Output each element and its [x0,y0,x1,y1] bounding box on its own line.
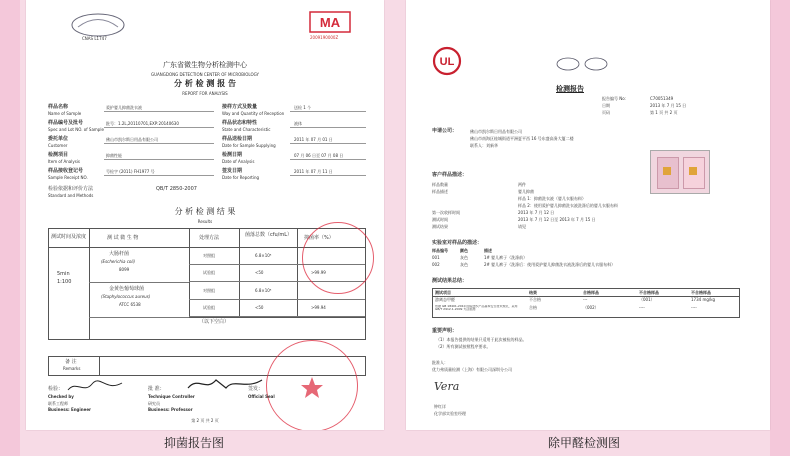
field-label-2-en: Date for Reporting [222,175,260,180]
applicant-line: 佛山市南海区桂城街道平洲夏平西 16 号东盛高务大厦二楼 [470,136,574,141]
ul-report-title: 检测报告 [556,85,584,93]
field-underline-2 [290,175,366,176]
client-key: 测试结果 [432,224,448,229]
cnas-logo-right [584,56,608,70]
client-key: 第一次收样时间 [432,210,460,215]
field-label-2-en: State and Characteristic [222,127,271,132]
field-label: 样品名称 [48,104,69,110]
client-value: 样品 2：使用爱护婴儿抑菌洗衣液洗涤后的婴儿衣服布料 [518,203,618,208]
field-label-2: 检测日期 [222,152,243,158]
basis-value: QB/T 2850-2007 [156,186,197,192]
signer-line: 钟红详 [434,404,446,409]
lab-id: 001 [432,255,440,260]
results-title-en: Results [197,219,213,224]
official-stamp-results [302,222,374,294]
client-value: 婴儿抑菌 [518,189,534,194]
signature-role-en: Technique Controller [148,394,195,399]
cnas-logo [68,12,128,40]
field-underline-2 [290,159,366,160]
product-photo [650,150,710,194]
field-label: 检测项目 [48,152,69,158]
result-header: 合格样品 [583,290,599,295]
th-method: 处理方法 [199,235,220,241]
result-fail-2: ---- [691,305,697,310]
treatment-method: 试验组 [203,270,215,275]
field-label-en: Sample Receipt NO. [48,175,88,180]
basis-label: 检验依据和评价方法 [48,186,94,192]
microbe-divider [89,282,189,283]
lab-color: 灰色 [460,262,468,267]
result-header: 不合格样品 [639,290,659,295]
field-value-2: 液体 [294,121,302,126]
client-desc-label: 客户样品描述： [432,172,468,178]
center-title: 广东省微生物分析检测中心 [163,61,247,69]
result-item: 游离态甲醛 [435,297,455,302]
report-title: 分 析 检 测 报 告 [174,79,236,88]
client-value: 2013 年 7 月 12 日 [518,210,555,215]
field-underline [104,143,214,144]
signature-title-en: Business: Engineer [48,407,92,412]
client-value: 2013 年 7 月 12 日至 2013 年 7 月 15 日 [518,217,596,222]
microbe-latin: (Escherichia coli) [101,259,136,264]
caption-right: 除甲醛检测图 [548,436,621,450]
center-title-en: GUANGDONG DETECTION CENTER OF MICROBIOLOGY [151,72,259,77]
field-label: 样品编号及批号 [48,120,84,126]
signature-title-en: Business: Professor [148,407,193,412]
field-label-2: 样品状态和特性 [222,120,258,126]
field-label-en: Item of Analysis [48,159,80,164]
caption-left: 抑菌报告图 [164,436,225,450]
microbe-name: 金黄色葡萄球菌 [109,286,145,292]
signature-role-en: Official Seal [248,394,275,399]
field-label-2: 接样方式及数量 [222,104,258,110]
th-count: 菌落总数（cfu/mL） [245,232,293,238]
cma-code: 2009190000Z [310,35,339,40]
client-value: 两件 [518,182,526,187]
field-value: 爱护婴儿抑菌洗衣液 [106,105,142,110]
field-value-2: 2011 年 07 月 11 日 [294,169,333,174]
result-header: 测试项目 [435,290,451,295]
client-key: 样品数量 [432,182,448,187]
field-value-2: 07 月 06 日至 07 月 08 日 [294,153,344,158]
remarks-label: 备 注 [65,359,77,365]
stamp-star-icon [267,341,357,430]
inhibition-rate: >99.99 [311,270,326,275]
lab-desc: 2# 婴儿裤子（洗涤后：使用爱护婴儿抑菌洗衣液洗涤后的婴儿衣服布料） [484,262,616,267]
field-underline [104,175,214,176]
microbe-strain: 8099 [119,267,130,272]
field-label: 样品接收登记号 [48,168,84,174]
meta-value: C70051349 [650,96,674,101]
page-note: 第 2 页 共 2 页 [191,418,219,423]
results-title: 分 析 检 测 结 果 [174,207,236,216]
result-pass: （002） [583,305,599,310]
meta-label: 报告编号 No： [602,96,629,101]
field-value-2: 送检 1 个 [294,105,312,110]
microbe-strain: ATCC 6538 [119,302,141,307]
field-value: 佛山市凯尔斯日用品有限公司 [106,137,158,142]
ul-logo [432,46,462,76]
field-label: 委托单位 [48,136,69,142]
applicant-line: 联系人：刘新华 [470,143,498,148]
treatment-method: 试验组 [203,305,215,310]
note-line: （2）所有测试按照程序要求。 [436,344,491,349]
field-label-2: 样品送检日期 [222,136,253,142]
formaldehyde-report-sheet [406,0,770,430]
note-line: （1）本报告提供的结果只适用于此次被检的样品。 [436,337,527,342]
meta-value: 2013 年 7 月 15 日 [650,103,687,108]
result-pass: --- [583,297,588,302]
microbe-divider [89,317,189,318]
field-underline [104,111,214,112]
microbe-name: 大肠杆菌 [109,251,130,257]
field-label-2-en: Date for Sample Supplying [222,143,276,148]
result-result: 不合格 [529,297,541,302]
meta-label: 页码 [602,110,610,115]
signature-role: 检验： [48,386,64,392]
lab-header: 样品编号 [432,248,448,253]
colony-count: <50 [255,270,264,275]
signoff-line: 批准人： [432,360,448,365]
colony-count: 6.8×10⁵ [255,288,272,293]
field-label-2-en: Way and Quantity of Reception [222,111,285,116]
microbe-latin: (Staphylococcus aureus) [101,294,151,299]
svg-text:MA: MA [319,15,341,30]
result-item: 依据 GB 18401-2010 国家纺织产品基本安全技术规范，采用 GB/T 2912.1-2009 方法检测 [435,305,518,311]
ul-logo-icon [432,46,462,76]
field-label-en: Spec and Lot NO. of Sample [48,127,104,132]
field-label-2-en: Date of Analysis [222,159,255,164]
field-underline-2 [290,127,366,128]
signature-role: 签发： [248,386,264,392]
ilac-logo-icon [556,57,580,71]
pink-border-right [770,0,790,456]
field-underline [104,127,214,128]
colony-count: <50 [255,305,264,310]
colony-count: 6.8×10⁵ [255,253,272,258]
field-label-2: 签发日期 [222,168,243,174]
result-fail-1: ---- [639,305,645,310]
lab-header: 颜色 [460,248,468,253]
field-underline-2 [290,143,366,144]
field-value: 号检字 (2011) FH1977 号 [106,169,155,174]
result-result: 合格 [529,305,537,310]
official-stamp-signoff [266,340,358,430]
signature-title: 研究员 [148,401,160,406]
lab-header: 描述 [484,248,492,253]
field-value-2: 2011 年 07 月 01 日 [294,137,333,142]
meta-value: 第 1 页 共 2 页 [650,110,678,115]
cnas-caption: CNAS L1747 [82,36,107,41]
inhibition-rate: >99.94 [311,305,326,310]
row-line [189,299,365,300]
th-microbe: 测 试 微 生 物 [107,235,139,241]
remarks-label-en: Remarks [63,366,81,371]
th-time: 测试时间及浓度 [51,234,87,240]
lab-desc-label: 实验室对样品的描述： [432,240,483,246]
result-header: 结果 [529,290,537,295]
applicant-line: 佛山市凯尔斯日用品有限公司 [470,129,522,134]
checker-signature [66,380,126,394]
treatment-method: 对照组 [203,288,215,293]
lab-desc: 1# 婴儿裤子（洗涤前） [484,255,528,260]
report-title-en: REPORT FOR ANALYSIS [182,91,228,96]
field-value: 抑菌性能 [106,153,122,158]
cma-logo [308,10,352,42]
field-value: 批号：1.2L,20110701,EXP:20140630 [106,121,179,126]
signer-line: 化学部实验室经理 [434,411,466,416]
ilac-logo [556,56,580,70]
blank-note: （以下空白） [199,319,230,325]
th-rate: 抑菌率（%） [304,235,334,241]
treatment-method: 对照组 [203,253,215,258]
client-key: 测试时间 [432,217,448,222]
signature-title: 联系工程师 [48,401,68,406]
summary-table [432,288,740,318]
antibacterial-report-sheet [26,0,384,430]
table-conc: 1:100 [57,279,72,285]
field-label-en: Customer [48,143,68,148]
meta-label: 日期 [602,103,610,108]
cma-logo-icon [308,10,352,34]
signature-role: 批 准： [148,386,165,392]
cnas-logo-right-icon [584,57,608,71]
applicant-label: 申请公司： [432,128,458,134]
svg-text:UL: UL [439,56,455,68]
notes-label: 重要声明： [432,328,458,334]
row-line [189,316,365,317]
summary-label: 测试结果总结： [432,278,468,284]
client-key: 样品描述 [432,189,448,194]
field-label-en: Name of Sample [48,111,82,116]
lab-color: 灰色 [460,255,468,260]
lab-id: 002 [432,262,440,267]
pink-border-left [0,0,20,456]
signoff-line: 优力弗质量检测（上海）有限公司深圳分公司 [432,367,512,372]
result-fail-1: （001） [639,297,655,302]
result-header: 不合格样品 [691,290,711,295]
field-underline-2 [290,111,366,112]
client-value: 请见 [518,224,526,229]
signature-role-en: Checked by [48,394,74,399]
field-underline [104,159,214,160]
client-value: 样品 1：抑菌洗衣液（婴儿衣服布料） [518,196,586,201]
table-time: 5min [57,271,70,277]
result-fail-2: 1734 mg/kg [691,297,716,302]
handwritten-signature: Vera [434,380,460,393]
basis-label-en: Standard and Methods [48,193,94,198]
